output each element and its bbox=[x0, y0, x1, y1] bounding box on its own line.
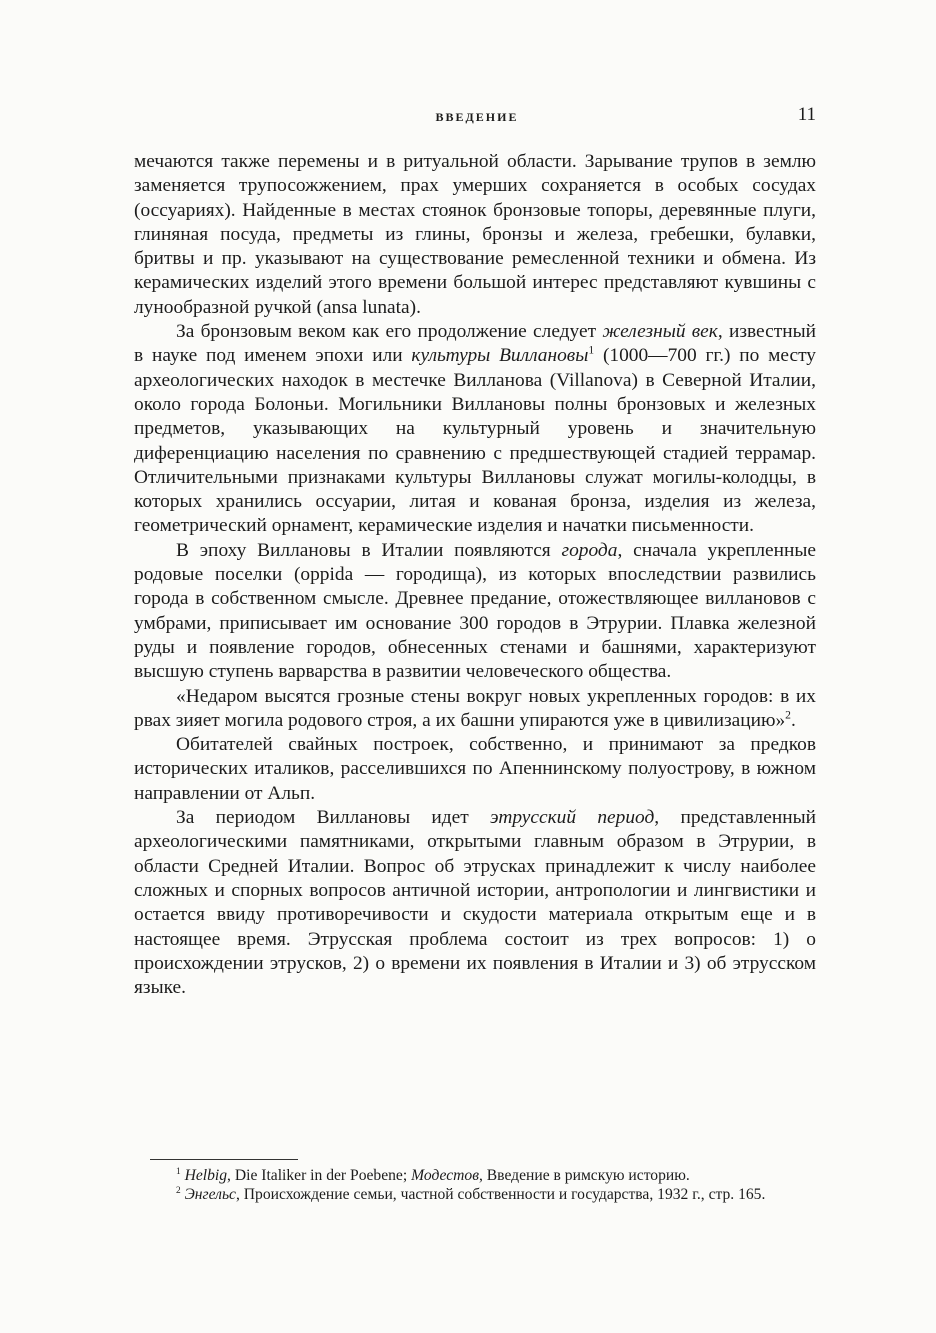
paragraph bbox=[134, 320, 816, 539]
text-run: , известный в науке под именем эпохи или bbox=[134, 321, 816, 367]
text-run: Обитателей свайных построек, собственно, и принимают за предков исторических италиков, расселившихся по Апеннинскому полуострову, в южном направлении от Альп. bbox=[134, 734, 816, 804]
text-run: , сначала укрепленные родовые поселки (oppida — городища), из которых впоследствии развились города в собственном смысле. Древнее предание, отожествляющее виллановов с умбрами, приписывает им основание 300 городов в Этрурии. Плавка железной руды и появление городов, обнесенных стенами и башнями, характеризуют высшую ступень варварства в развитии человеческого общества. bbox=[134, 539, 816, 683]
footnote bbox=[134, 1166, 816, 1185]
italic-term: города bbox=[561, 539, 618, 561]
paragraph bbox=[134, 150, 816, 320]
footnote-marker: 2 bbox=[176, 1186, 181, 1197]
italic-term: культуры Виллановы bbox=[411, 345, 589, 367]
running-title: ВВЕДЕНИЕ bbox=[435, 110, 519, 124]
footnote-marker: 1 bbox=[588, 343, 595, 357]
paragraph bbox=[134, 539, 816, 685]
footnote-marker: 1 bbox=[176, 1166, 181, 1177]
footnote bbox=[134, 1185, 816, 1204]
text-run: (1000—700 гг.) по месту археологических находок в местечке Вилланова (Villanova) в Северной Италии, около города Болоньи. Могильники Виллановы полны бронзовых и железных предметов, указывающих на культурный уровень и значительную диференциацию населения по сравнению с предшествующей стадией террамар. Отличительными признаками культуры Виллановы служат могилы-колодцы, в которых хранились оссуарии, литая и кованая бронза, изделия из железа, геометрический орнамент, керамические изделия и начатки письменности. bbox=[134, 345, 816, 537]
text-run: , Введение в римскую историю. bbox=[478, 1167, 690, 1184]
paragraph bbox=[134, 806, 816, 1000]
body-text bbox=[134, 150, 816, 1000]
italic-term: Модестов bbox=[411, 1167, 479, 1184]
footnotes bbox=[134, 1166, 816, 1204]
text-run: В эпоху Виллановы в Италии появляются bbox=[176, 539, 562, 561]
page-header bbox=[138, 104, 816, 130]
text-run: «Недаром высятся грозные стены вокруг новых укрепленных городов: в их рвах зияет могила родового строя, а их башни упираются уже в цивилизацию» bbox=[134, 685, 816, 731]
text-run: , представленный археологическими памятниками, открытыми главным образом в Этрурии, в области Средней Италии. Вопрос об этрусках принадлежит к числу наиболее сложных и спорных вопросов античной истории, антропологии и лингвистики и остается ввиду противоречивости и скудости материала открытым еще и в настоящее время. Этрусская проблема состоит из трех вопросов: 1) о происхождении этрусков, 2) о времени их появления в Италии и 3) об этрусском языке. bbox=[134, 807, 816, 999]
paragraph bbox=[134, 685, 816, 734]
page-number: 11 bbox=[797, 104, 816, 125]
text-run: , Происхождение семьи, частной собственности и государства, 1932 г., стр. 165. bbox=[235, 1186, 766, 1204]
italic-term: Энгельс bbox=[184, 1186, 236, 1204]
footnote-marker: 2 bbox=[785, 708, 791, 722]
italic-term: Helbig bbox=[184, 1167, 228, 1184]
text-run: . bbox=[790, 709, 796, 731]
text-run: За бронзовым веком как его продолжение следует bbox=[176, 321, 603, 343]
italic-term: этрусский период bbox=[490, 807, 655, 829]
footnote-separator bbox=[150, 1159, 298, 1160]
text-run: мечаются также перемены и в ритуальной области. Зарывание трупов в землю заменяется трупосожжением, прах умерших сохраняется в особых сосудах (оссуариях). Найденные в местах стоянок бронзовые топоры, деревянные плуги, глиняная посуда, предметы из глины, бронзы и железа, гребешки, булавки, бритвы и пр. указывают на существование ремесленной техники и обмена. Из керамических изделий этого времени большой интерес представляют кувшины с лунообразной ручкой (ansa lunata). bbox=[134, 151, 816, 318]
paragraph bbox=[134, 733, 816, 806]
italic-term: железный век bbox=[602, 321, 718, 343]
text-run: , Die Italiker in der Poebene; bbox=[227, 1167, 412, 1184]
text-run: За периодом Виллановы идет bbox=[176, 807, 491, 829]
